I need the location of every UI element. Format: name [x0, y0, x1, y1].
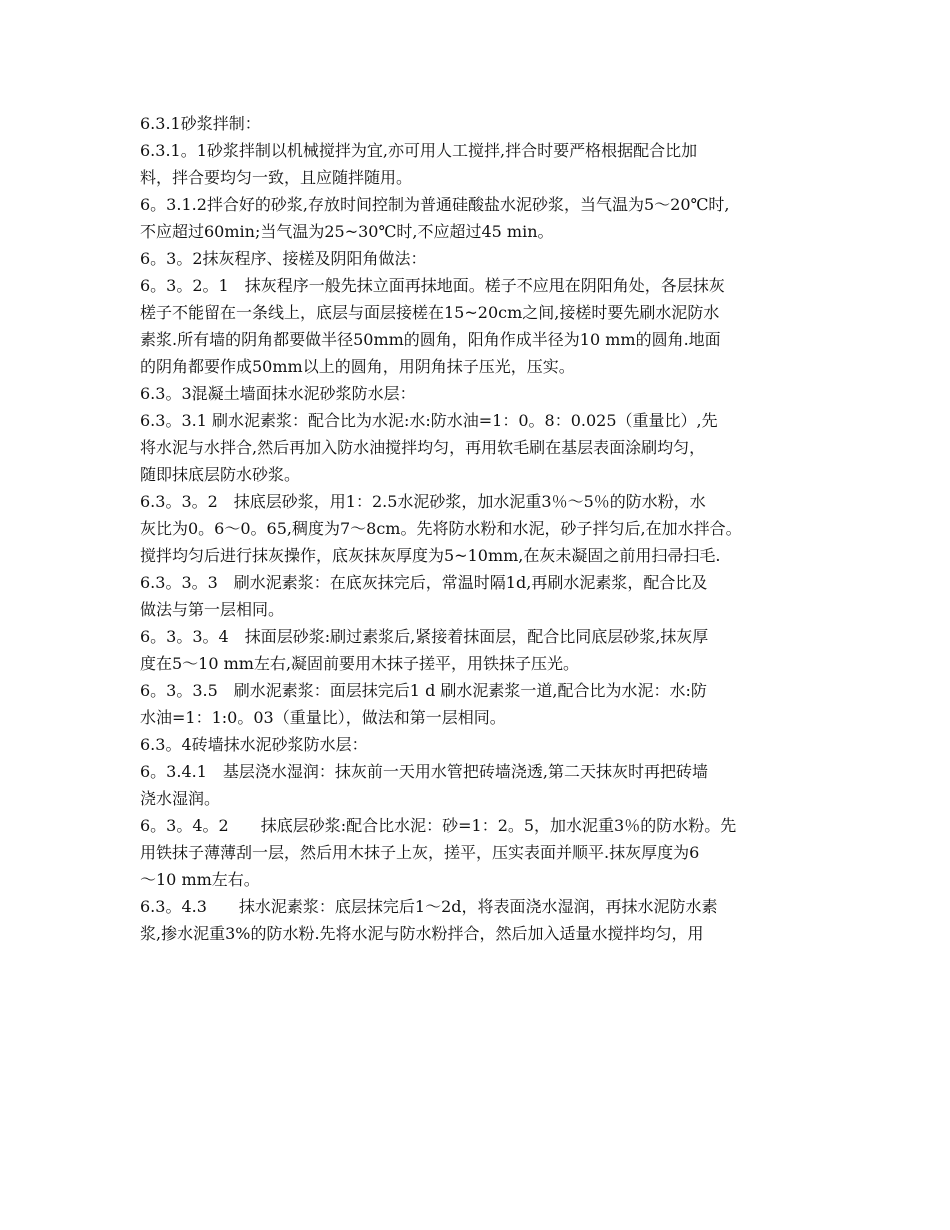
text-line: 用铁抹子薄薄刮一层，然后用木抹子上灰，搓平，压实表面并顺平.抹灰厚度为6: [140, 843, 700, 862]
text-line: 浇水湿润。: [140, 789, 221, 808]
text-line: 搅拌均匀后进行抹灰操作，底灰抹灰厚度为5~10mm,在灰未凝固之前用扫帚扫毛.: [140, 546, 721, 565]
text-line: 将水泥与水拌合,然后再加入防水油搅拌均匀，再用软毛刷在基层表面涂刷均匀，: [140, 438, 706, 457]
text-line: ～10 mm左右。: [140, 870, 260, 889]
text-line: 6.3。3混凝土墙面抹水泥砂浆防水层：: [140, 384, 416, 403]
text-line: 水油=1：1:0。03（重量比），做法和第一层相同。: [140, 708, 506, 727]
text-line: 的阴角都要作成50mm以上的圆角，用阴角抹子压光，压实。: [140, 357, 575, 376]
text-line: 浆,掺水泥重3%的防水粉.先将水泥与防水粉拌合，然后加入适量水搅拌均匀，用: [140, 924, 704, 943]
text-line: 6。3。3。4 抹面层砂浆:刷过素浆后,紧接着抹面层，配合比同底层砂浆,抹灰厚: [140, 627, 709, 646]
text-line: 6.3。4.3 抹水泥素浆：底层抹完后1～2d，将表面浇水湿润，再抹水泥防水素: [140, 897, 718, 916]
text-line: 槎子不能留在一条线上，底层与面层接槎在15~20cm之间,接槎时要先刷水泥防水: [140, 303, 720, 322]
text-line: 6。3.4.1 基层浇水湿润：抹灰前一天用水管把砖墙浇透,第二天抹灰时再把砖墙: [140, 762, 708, 781]
text-line: 6。3。4。2 抹底层砂浆:配合比水泥：砂=1：2。5，加水泥重3％的防水粉。先: [140, 816, 737, 835]
text-line: 6.3。3.1 刷水泥素浆：配合比为水泥:水:防水油=1：0。8：0.025（重量比）,先: [140, 411, 718, 430]
document-body: [140, 110, 820, 947]
text-line: 6。3.1.2拌合好的砂浆,存放时间控制为普通硅酸盐水泥砂浆，当气温为5～20℃时,: [140, 195, 730, 214]
text-line: 不应超过60min;当气温为25~30℃时,不应超过45 min。: [140, 222, 554, 241]
text-line: 6。3。3.5 刷水泥素浆：面层抹完后1 d 刷水泥素浆一道,配合比为水泥：水:防: [140, 681, 707, 700]
text-line: 6.3.1。1砂浆拌制以机械搅拌为宜,亦可用人工搅拌,拌合时要严格根据配合比加: [140, 141, 698, 160]
text-line: 6。3。2抹灰程序、接槎及阴阳角做法：: [140, 249, 427, 268]
text-line: 灰比为0。6～0。65,稠度为7～8cm。先将防水粉和水泥，砂子拌匀后,在加水拌合。: [140, 519, 742, 538]
text-line: 料，拌合要均匀一致，且应随拌随用。: [140, 168, 413, 187]
text-line: 度在5～10 mm左右,凝固前要用木抹子搓平，用铁抹子压光。: [140, 654, 580, 673]
text-line: 6.3.1砂浆拌制：: [140, 114, 261, 133]
text-line: 随即抹底层防水砂浆。: [140, 465, 301, 484]
text-line: 素浆.所有墙的阴角都要做半径50mm的圆角，阳角作成半径为10 mm的圆角.地面: [140, 330, 721, 349]
text-line: 6。3。2。1 抹灰程序一般先抹立面再抹地面。槎子不应甩在阴阳角处，各层抹灰: [140, 276, 725, 295]
text-line: 做法与第一层相同。: [140, 600, 285, 619]
text-line: 6.3。4砖墙抹水泥砂浆防水层：: [140, 735, 368, 754]
text-line: 6.3。3。3 刷水泥素浆：在底灰抹完后，常温时隔1d,再刷水泥素浆，配合比及: [140, 573, 708, 592]
text-line: 6.3。3。2 抹底层砂浆，用1：2.5水泥砂浆，加水泥重3％～5％的防水粉，水: [140, 492, 706, 511]
